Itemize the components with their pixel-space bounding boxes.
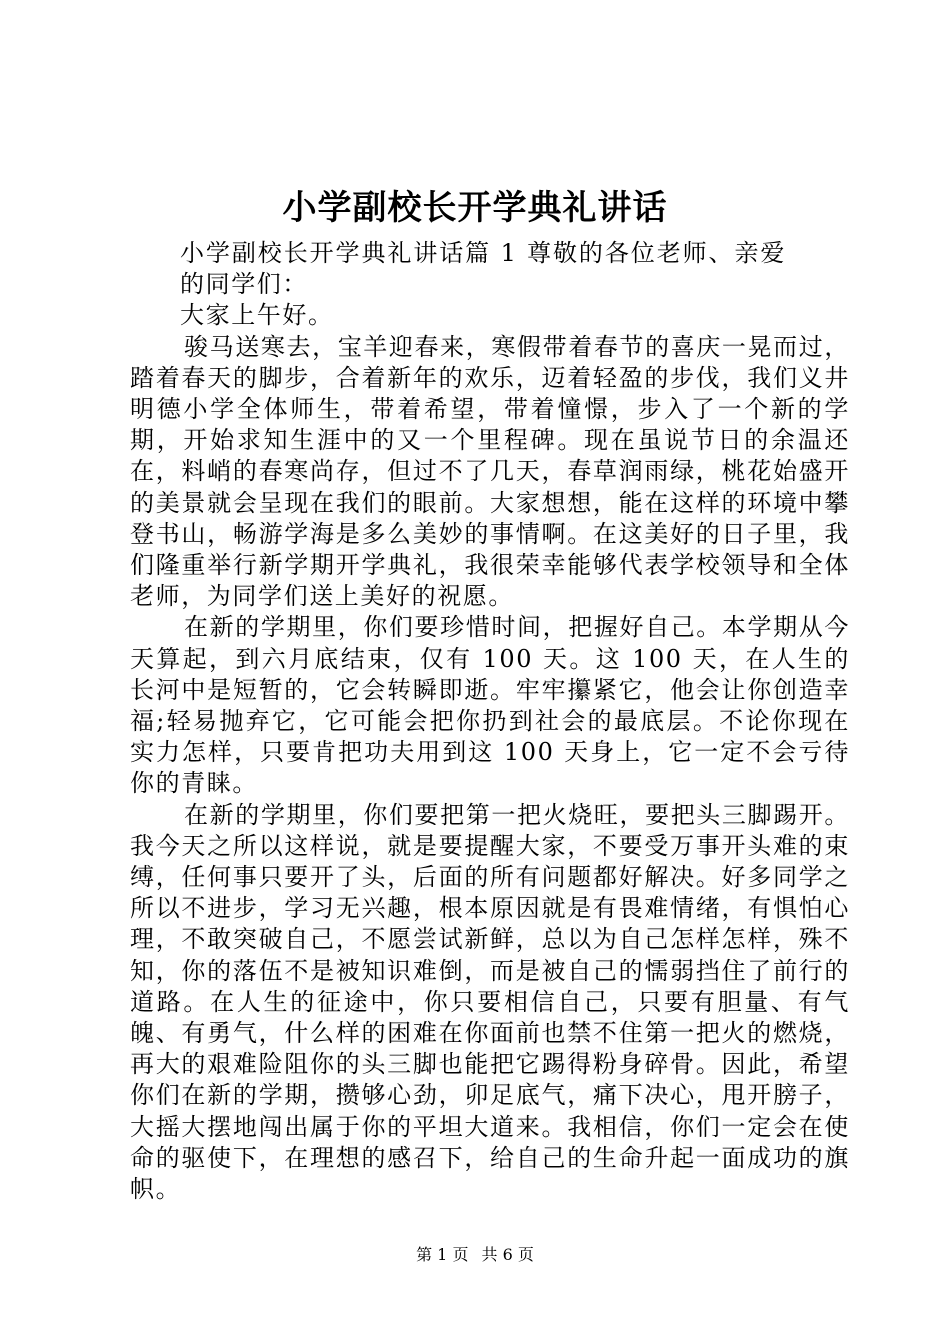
page-number: 第 1 页 <box>416 1245 469 1264</box>
paragraph-cherish-time: 在新的学期里，你们要珍惜时间，把握好自己。本学期从今天算起，到六月底结束，仅有 100 天。这 100 天，在人生的长河中是短暂的，它会转瞬即逝。牢牢攥紧它，他会让你创造幸福;轻易抛弃它，它可能会把你扔到社会的最底层。不论你现在实力怎样，只要肯把功夫用到这 100 天身上，它一定不会亏待你的青睐。 <box>130 613 850 798</box>
document-title: 小学副校长开学典礼讲话 <box>282 188 668 228</box>
paragraph-greeting: 大家上午好。 <box>180 301 334 330</box>
document-body <box>130 238 850 1205</box>
page-footer <box>0 1244 950 1266</box>
paragraph-first-fire: 在新的学期里，你们要把第一把火烧旺，要把头三脚踢开。我今天之所以这样说，就是要提醒大家，不要受万事开头难的束缚，任何事只要开了头，后面的所有问题都好解决。好多同学之所以不进步，学习无兴趣，根本原因就是有畏难情绪，有惧怕心理，不敢突破自己，不愿尝试新鲜，总以为自己怎样怎样，殊不知，你的落伍不是被知识难倒，而是被自己的懦弱挡住了前行的道路。在人生的征途中，你只要相信自己，只要有胆量、有气魄、有勇气，什么样的困难在你面前也禁不住第一把火的燃烧，再大的艰难险阻你的头三脚也能把它踢得粉身碎骨。因此，希望你们在新的学期，攒够心劲，卯足底气，痛下决心，甩开膀子，大摇大摆地闯出属于你的平坦大道来。我相信，你们一定会在使命的驱使下，在理想的感召下，给自己的生命升起一面成功的旗帜。 <box>130 800 850 1204</box>
paragraph-spring: 骏马送寒去，宝羊迎春来，寒假带着春节的喜庆一晃而过，踏着春天的脚步，合着新年的欢乐，迈着轻盈的步伐，我们义井明德小学全体师生，带着希望，带着憧憬，步入了一个新的学期，开始求知生涯中的又一个里程碑。现在虽说节日的余温还在，料峭的春寒尚存，但过不了几天，春草润雨绿，桃花始盛开的美景就会呈现在我们的眼前。大家想想，能在这样的环境中攀登书山，畅游学海是多么美妙的事情啊。在这美好的日子里，我们隆重举行新学期开学典礼，我很荣幸能够代表学校领导和全体老师，为同学们送上美好的祝愿。 <box>130 332 850 611</box>
page-total: 共 6 页 <box>481 1245 534 1264</box>
paragraph-salutation: 小学副校长开学典礼讲话篇 1 尊敬的各位老师、亲爱的同学们： <box>180 239 786 299</box>
